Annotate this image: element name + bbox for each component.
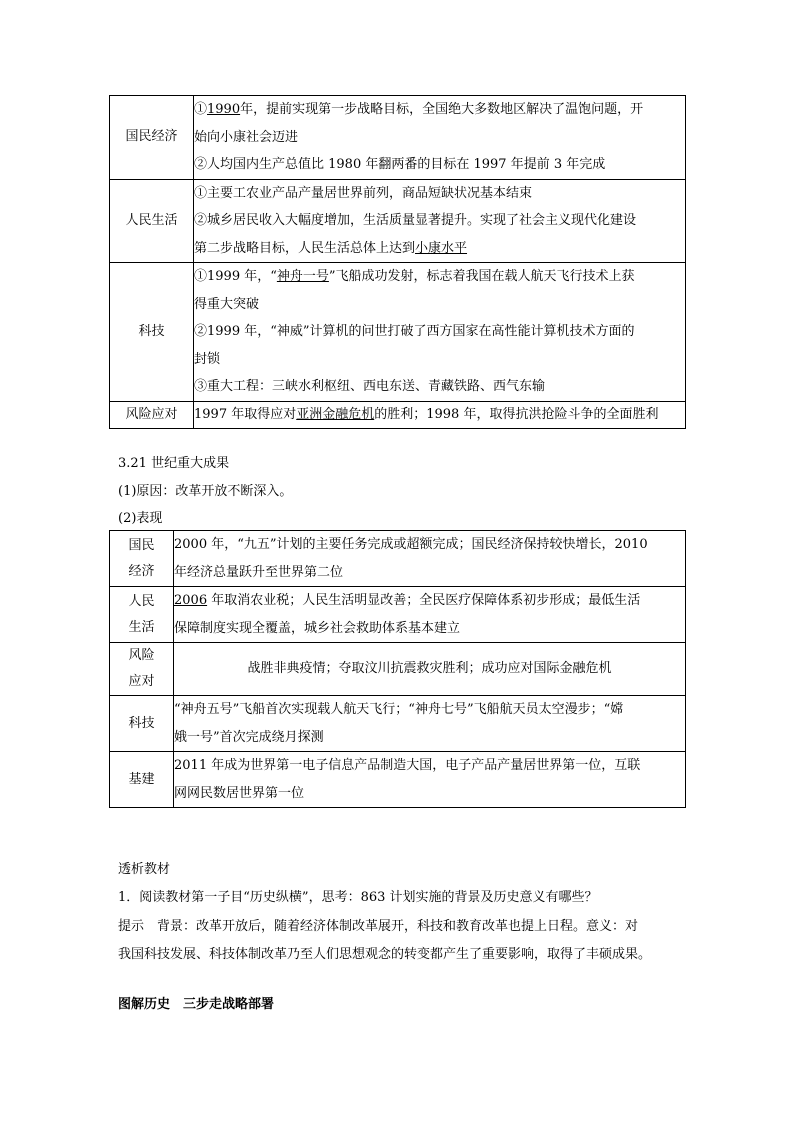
content-line <box>174 752 685 780</box>
text-segment: ②城乡居民收入大幅度增加，生活质量显著提升。实现了社会主义现代化建设 <box>194 213 637 228</box>
text-segment: ②人均国内生产总值比 1980 年翻两番的目标在 1997 年提前 3 年完成 <box>194 157 606 172</box>
category-cell <box>110 531 174 587</box>
analysis-title: 透析教材 <box>118 862 171 877</box>
text-segment: ① <box>194 102 208 117</box>
content-line <box>194 151 685 179</box>
achievements-table-21st-century <box>109 530 686 808</box>
content-line <box>174 615 685 643</box>
table-row <box>110 696 686 752</box>
category-cell <box>110 752 174 808</box>
content-line <box>194 263 685 291</box>
text-segment: 娥一号”首次完成绕月探测 <box>174 729 324 745</box>
category-cell: 国民经济 <box>110 96 194 180</box>
category-line: 经济 <box>128 563 155 579</box>
content-line <box>194 373 685 401</box>
content-line <box>194 180 685 208</box>
underlined-text: 小康水平 <box>415 240 468 256</box>
text-segment: 的胜利；1998 年，取得抗洪抢险斗争的全面胜利 <box>374 406 659 422</box>
content-cell <box>174 752 686 808</box>
content-line <box>174 696 685 724</box>
category-line: 人民 <box>128 593 155 609</box>
table-row <box>110 179 686 263</box>
text-segment: 始向小康社会迈进 <box>194 129 299 145</box>
underlined-text: 神舟一号 <box>276 269 329 284</box>
content-line <box>194 235 685 263</box>
achievements-table-1990s <box>109 95 686 429</box>
text-segment: ①1999 年，“ <box>194 269 277 284</box>
content-line <box>174 587 685 615</box>
content-cell <box>194 401 686 428</box>
content-line <box>194 291 685 319</box>
table-row <box>110 587 686 643</box>
analysis-hint-line-2: 我国科技发展、科技体制改革乃至人们思想观念的转变都产生了重要影响，取得了丰硕成果。 <box>118 947 652 962</box>
table-row <box>110 263 686 402</box>
content-line <box>194 96 685 124</box>
category-cell <box>110 587 174 643</box>
table-row <box>110 531 686 587</box>
text-segment: 年经济总量跃升至世界第二位 <box>174 564 344 580</box>
category-cell: 风险应对 <box>110 401 194 428</box>
category-line: 基建 <box>128 771 155 787</box>
text-segment: 年取消农业税；人民生活明显改善；全民医疗保障体系初步形成；最低生活 <box>207 593 641 608</box>
text-segment: 保障制度实现全覆盖，城乡社会救助体系基本建立 <box>174 620 461 636</box>
category-line: 国民 <box>128 537 155 553</box>
table-row <box>110 752 686 808</box>
text-segment: ”飞船成功发射，标志着我国在载人航天飞行技术上获 <box>328 269 635 284</box>
category-cell: 科技 <box>110 263 194 402</box>
text-segment: 2000 年，“九五”计划的主要任务完成或超额完成；国民经济保持较快增长，2010 <box>174 537 648 552</box>
content-line <box>174 724 685 752</box>
analysis-question: 1．阅读教材第一子目“历史纵横”，思考：863 计划实施的背景及历史意义有哪些？ <box>118 890 598 905</box>
underlined-text: 2006 <box>174 593 208 608</box>
category-cell <box>110 643 174 696</box>
section-heading: 3.21 世纪重大成果 <box>118 456 230 471</box>
category-cell: 人民生活 <box>110 179 194 263</box>
content-line <box>194 207 685 235</box>
content-cell <box>174 587 686 643</box>
text-segment: “神舟五号”飞船首次实现载人航天飞行；“神舟七号”飞船航天员太空漫步；“嫦 <box>174 702 624 717</box>
category-cell <box>110 696 174 752</box>
category-line: 生活 <box>128 619 155 635</box>
content-cell <box>174 531 686 587</box>
category-line: 应对 <box>128 674 155 689</box>
text-segment: 1997 年取得应对 <box>194 406 297 422</box>
text-segment: 封锁 <box>194 351 221 367</box>
reason-text: (1)原因：改革开放不断深入。 <box>118 484 293 499</box>
content-cell <box>194 179 686 263</box>
content-line <box>174 655 685 683</box>
text-segment: 第二步战略目标，人民生活总体上达到 <box>194 240 416 256</box>
content-cell <box>174 696 686 752</box>
content-line <box>174 559 685 587</box>
text-segment: 战胜非典疫情；夺取汶川抗震救灾胜利；成功应对国际金融危机 <box>247 661 612 677</box>
content-cell <box>194 96 686 180</box>
text-segment: 年，提前实现第一步战略目标，全国绝大多数地区解决了温饱问题，开 <box>240 102 644 117</box>
underlined-text: 1990 <box>207 102 241 117</box>
content-cell <box>174 643 686 696</box>
content-line <box>194 403 685 427</box>
content-line <box>174 531 685 559</box>
analysis-hint-line-1: 提示 背景：改革开放后，随着经济体制改革展开，科技和教育改革也提上日程。意义：对 <box>118 919 639 934</box>
content-line <box>174 780 685 808</box>
text-segment: 网网民数居世界第一位 <box>174 785 305 801</box>
content-cell <box>194 263 686 402</box>
table-row <box>110 401 686 428</box>
underlined-text: 亚洲金融危机 <box>296 406 375 422</box>
table-row <box>110 643 686 696</box>
text-segment: 得重大突破 <box>194 296 260 312</box>
text-segment: 2011 年成为世界第一电子信息产品制造大国，电子产品产量居世界第一位，互联 <box>174 758 641 773</box>
content-line <box>194 124 685 152</box>
content-line <box>194 318 685 346</box>
text-segment: ①主要工农业产品产量居世界前列，商品短缺状况基本结束 <box>194 185 533 201</box>
diagram-title: 图解历史 三步走战略部署 <box>118 997 275 1012</box>
text-segment: ③重大工程：三峡水利枢纽、西电东送、青藏铁路、西气东输 <box>194 379 546 394</box>
content-line <box>194 346 685 374</box>
performance-label: (2)表现 <box>118 511 163 526</box>
text-segment: ②1999 年，“神威”计算机的问世打破了西方国家在高性能计算机技术方面的 <box>194 324 635 339</box>
category-line: 科技 <box>128 715 155 731</box>
category-line: 风险 <box>128 648 155 663</box>
table-row <box>110 96 686 180</box>
